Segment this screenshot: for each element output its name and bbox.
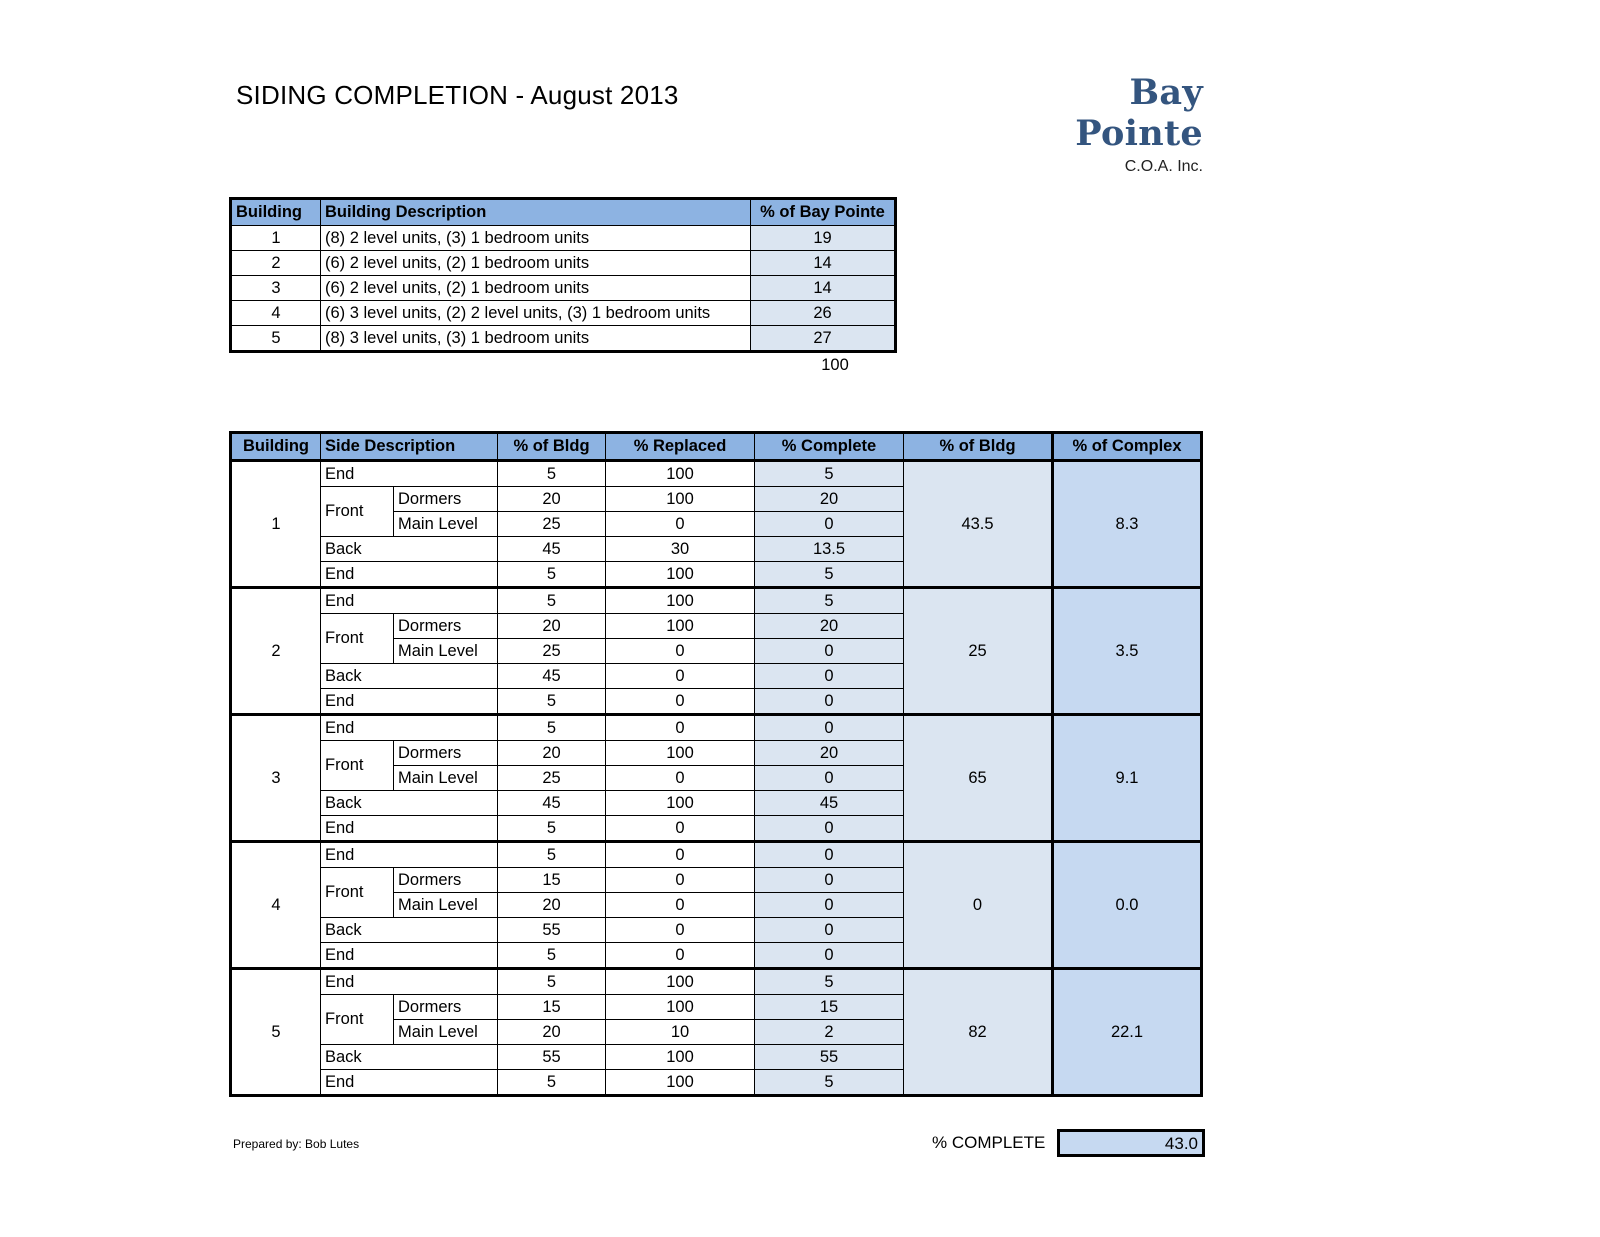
side-pct-complete: 55 [755,1045,904,1070]
building-pct-of-bay-pointe: 27 [751,326,896,352]
buildings-table [229,197,897,353]
side-pct-of-bldg: 20 [498,614,606,639]
group-building-number: 4 [231,842,321,969]
siding-table-header [231,433,1202,461]
side-pct-replaced: 100 [606,1045,755,1070]
side-row [231,969,1202,995]
side-pct-of-bldg: 5 [498,969,606,995]
side-sub-description: Dormers [394,868,498,893]
buildings-table-header [231,199,896,226]
percent-complete-value: 43.0 [1057,1129,1205,1157]
side-description: End [321,943,498,969]
group-pct-of-bldg: 25 [904,588,1053,715]
percent-complete-label: % COMPLETE [932,1133,1046,1152]
side-pct-of-bldg: 5 [498,842,606,868]
side-pct-complete: 0 [755,816,904,842]
side-pct-complete: 20 [755,614,904,639]
side-front-label: Front [321,614,394,664]
side-pct-of-bldg: 5 [498,689,606,715]
side-description: Back [321,537,498,562]
side-sub-description: Main Level [394,639,498,664]
side-pct-complete: 45 [755,791,904,816]
side-pct-of-bldg: 45 [498,791,606,816]
building-description: (6) 3 level units, (2) 2 level units, (3) 1 bedroom units [321,301,751,326]
side-pct-complete: 0 [755,868,904,893]
header-pct-bay-pointe: % of Bay Pointe [751,199,896,226]
side-pct-complete: 0 [755,766,904,791]
group-building-number: 3 [231,715,321,842]
side-pct-replaced: 30 [606,537,755,562]
side-sub-description: Main Level [394,766,498,791]
page-title: SIDING COMPLETION - August 2013 [236,80,679,110]
side-pct-replaced: 100 [606,969,755,995]
group-pct-of-bldg: 43.5 [904,461,1053,588]
header-pct-of-bldg: % of Bldg [498,433,606,461]
side-pct-replaced: 0 [606,715,755,741]
header-side-description: Side Description [321,433,498,461]
building-row [231,226,896,251]
side-pct-of-bldg: 25 [498,512,606,537]
side-pct-replaced: 100 [606,461,755,487]
side-pct-replaced: 0 [606,766,755,791]
side-description: Back [321,1045,498,1070]
side-sub-description: Dormers [394,741,498,766]
side-pct-complete: 5 [755,1070,904,1096]
side-pct-of-bldg: 25 [498,766,606,791]
building-pct-of-bay-pointe: 19 [751,226,896,251]
group-pct-of-complex: 22.1 [1053,969,1202,1096]
side-description: Back [321,791,498,816]
side-pct-complete: 5 [755,588,904,614]
side-pct-replaced: 0 [606,868,755,893]
side-pct-of-bldg: 5 [498,715,606,741]
group-building-number: 1 [231,461,321,588]
side-description: End [321,588,498,614]
side-pct-of-bldg: 55 [498,1045,606,1070]
side-row [231,842,1202,868]
side-description: End [321,562,498,588]
side-pct-of-bldg: 15 [498,995,606,1020]
side-sub-description: Main Level [394,893,498,918]
side-description: End [321,689,498,715]
side-pct-replaced: 100 [606,614,755,639]
side-pct-of-bldg: 5 [498,943,606,969]
side-pct-complete: 2 [755,1020,904,1045]
side-row [231,461,1202,487]
side-pct-replaced: 0 [606,639,755,664]
logo-name: Bay Pointe [1075,72,1203,154]
group-pct-of-complex: 0.0 [1053,842,1202,969]
building-number: 2 [231,251,321,276]
side-pct-complete: 20 [755,487,904,512]
side-description: Back [321,664,498,689]
side-pct-of-bldg: 45 [498,537,606,562]
header-pct-of-complex: % of Complex [1053,433,1202,461]
side-pct-complete: 0 [755,689,904,715]
group-pct-of-bldg: 65 [904,715,1053,842]
building-row [231,251,896,276]
side-pct-of-bldg: 5 [498,1070,606,1096]
side-pct-complete: 0 [755,639,904,664]
side-description: End [321,715,498,741]
side-pct-of-bldg: 55 [498,918,606,943]
side-description: End [321,461,498,487]
side-pct-replaced: 0 [606,664,755,689]
side-sub-description: Dormers [394,487,498,512]
side-pct-complete: 0 [755,664,904,689]
side-pct-complete: 13.5 [755,537,904,562]
header-pct-complete: % Complete [755,433,904,461]
building-row [231,301,896,326]
group-pct-of-complex: 9.1 [1053,715,1202,842]
side-pct-replaced: 0 [606,943,755,969]
side-pct-of-bldg: 5 [498,588,606,614]
building-description: (6) 2 level units, (2) 1 bedroom units [321,251,751,276]
prepared-by: Prepared by: Bob Lutes [233,1137,360,1151]
header-building: Building [231,199,321,226]
building-row [231,326,896,352]
side-pct-replaced: 0 [606,816,755,842]
side-pct-complete: 0 [755,918,904,943]
side-pct-replaced: 0 [606,893,755,918]
building-number: 1 [231,226,321,251]
group-building-number: 2 [231,588,321,715]
side-front-label: Front [321,487,394,537]
building-pct-of-bay-pointe: 26 [751,301,896,326]
siding-table [229,431,1203,1097]
group-pct-of-bldg: 0 [904,842,1053,969]
building-description: (8) 3 level units, (3) 1 bedroom units [321,326,751,352]
side-pct-complete: 15 [755,995,904,1020]
header-building-pct-of-bldg: % of Bldg [904,433,1053,461]
side-front-label: Front [321,868,394,918]
side-pct-of-bldg: 25 [498,639,606,664]
buildings-total: 100 [821,356,849,374]
side-front-label: Front [321,741,394,791]
side-pct-of-bldg: 5 [498,816,606,842]
side-pct-complete: 20 [755,741,904,766]
building-description: (8) 2 level units, (3) 1 bedroom units [321,226,751,251]
side-pct-complete: 0 [755,715,904,741]
building-pct-of-bay-pointe: 14 [751,251,896,276]
side-pct-replaced: 10 [606,1020,755,1045]
side-sub-description: Dormers [394,614,498,639]
side-description: End [321,842,498,868]
building-number: 5 [231,326,321,352]
side-pct-complete: 5 [755,562,904,588]
side-sub-description: Dormers [394,995,498,1020]
building-number: 3 [231,276,321,301]
side-pct-complete: 0 [755,842,904,868]
group-pct-of-complex: 8.3 [1053,461,1202,588]
building-pct-of-bay-pointe: 14 [751,276,896,301]
side-description: End [321,816,498,842]
side-pct-replaced: 100 [606,487,755,512]
side-description: End [321,969,498,995]
side-pct-of-bldg: 20 [498,893,606,918]
side-sub-description: Main Level [394,1020,498,1045]
side-pct-replaced: 100 [606,791,755,816]
side-pct-complete: 5 [755,969,904,995]
side-pct-of-bldg: 20 [498,741,606,766]
side-pct-of-bldg: 5 [498,461,606,487]
side-pct-replaced: 0 [606,512,755,537]
header-building: Building [231,433,321,461]
header-building-description: Building Description [321,199,751,226]
logo-subtitle: C.O.A. Inc. [1124,158,1203,175]
side-pct-replaced: 100 [606,1070,755,1096]
side-pct-replaced: 100 [606,995,755,1020]
side-front-label: Front [321,995,394,1045]
building-number: 4 [231,301,321,326]
side-pct-replaced: 100 [606,588,755,614]
side-pct-replaced: 0 [606,918,755,943]
side-pct-replaced: 0 [606,842,755,868]
building-description: (6) 2 level units, (2) 1 bedroom units [321,276,751,301]
side-pct-complete: 5 [755,461,904,487]
header-pct-replaced: % Replaced [606,433,755,461]
bay-pointe-logo [1000,72,1203,176]
side-pct-complete: 0 [755,893,904,918]
group-pct-of-bldg: 82 [904,969,1053,1096]
side-pct-of-bldg: 20 [498,1020,606,1045]
side-pct-of-bldg: 15 [498,868,606,893]
side-pct-of-bldg: 5 [498,562,606,588]
building-row [231,276,896,301]
group-building-number: 5 [231,969,321,1096]
side-pct-replaced: 100 [606,562,755,588]
side-pct-replaced: 100 [606,741,755,766]
side-pct-of-bldg: 20 [498,487,606,512]
side-pct-of-bldg: 45 [498,664,606,689]
side-row [231,588,1202,614]
side-pct-complete: 0 [755,512,904,537]
side-pct-replaced: 0 [606,689,755,715]
side-description: End [321,1070,498,1096]
side-pct-complete: 0 [755,943,904,969]
side-sub-description: Main Level [394,512,498,537]
group-pct-of-complex: 3.5 [1053,588,1202,715]
side-description: Back [321,918,498,943]
side-row [231,715,1202,741]
